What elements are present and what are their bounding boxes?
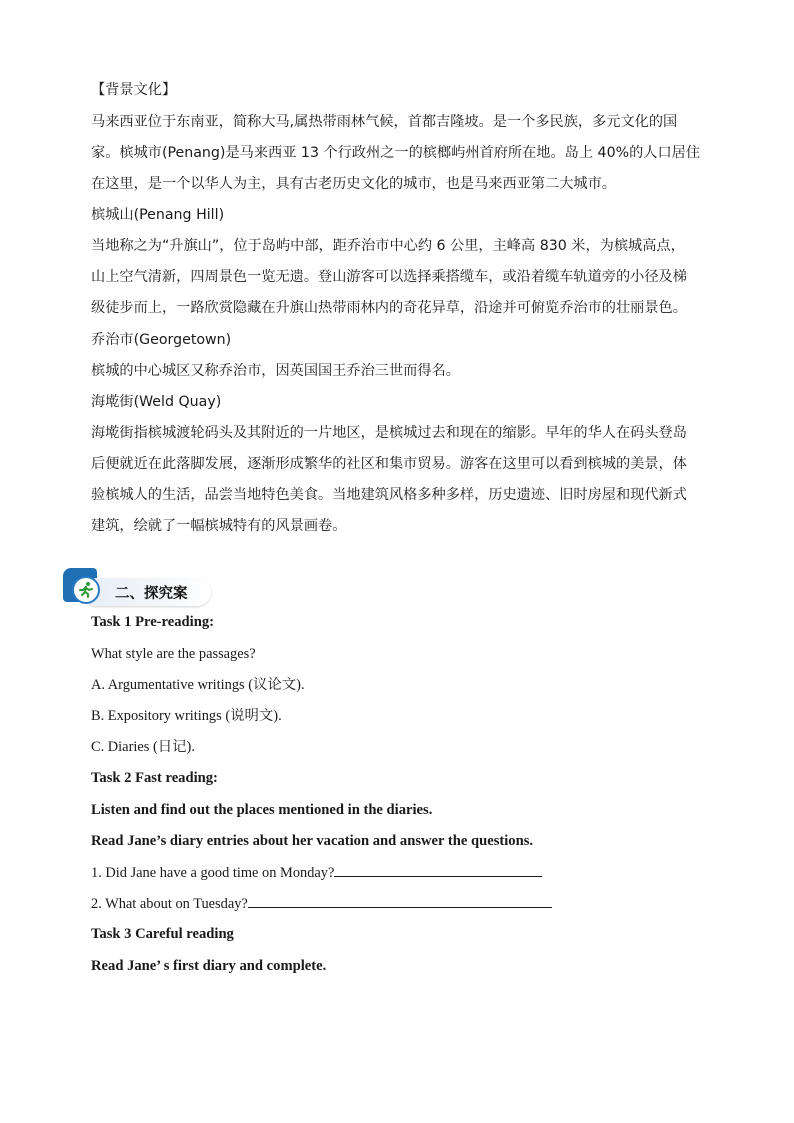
weld-quay-line-2: 后便就近在此落脚发展，逐渐形成繁华的社区和集市贸易。游客在这里可以看到槟城的美景，体 [91, 456, 687, 472]
background-line-3: 在这里，是一个以华人为主，具有古老历史文化的城市，也是马来西亚第二大城市。 [91, 176, 616, 192]
task3-instruction: Read Jane’ s first diary and complete. [91, 958, 327, 974]
option-c: C. Diaries (日记). [91, 739, 195, 755]
task2-instruction-1: Listen and find out the places mentioned in the diaries. [91, 802, 433, 818]
runner-icon [72, 576, 100, 604]
section-banner [63, 568, 223, 610]
question-1 [91, 862, 542, 883]
answer-blank-1[interactable] [334, 862, 542, 877]
task2-instruction-2: Read Jane’s diary entries about her vacation and answer the questions. [91, 833, 534, 849]
weld-quay-line-1: 海墘街指槟城渡轮码头及其附近的一片地区，是槟城过去和现在的缩影。早年的华人在码头登岛 [91, 425, 687, 441]
question-2-text: 2. What about on Tuesday? [91, 896, 248, 912]
task1-title: Task 1 Pre-reading: [91, 614, 214, 630]
penang-hill-line-1: 当地称之为“升旗山”，位于岛屿中部，距乔治市中心约 6 公里，主峰高 830 米，为槟城高点， [91, 238, 685, 254]
georgetown-title: 乔治市(Georgetown) [91, 332, 232, 348]
penang-hill-line-3: 级徒步而上，一路欣赏隐藏在升旗山热带雨林内的奇花异草，沿途并可俯览乔治市的壮丽景色。 [91, 300, 687, 316]
task1-question: What style are the passages? [91, 646, 256, 662]
weld-quay-line-3: 验槟城人的生活，品尝当地特色美食。当地建筑风格多种多样，历史遗迹、旧时房屋和现代新式 [91, 487, 687, 503]
option-b: B. Expository writings (说明文). [91, 708, 282, 724]
answer-blank-2[interactable] [248, 893, 552, 908]
background-heading: 【背景文化】 [91, 82, 177, 98]
weld-quay-line-4: 建筑，绘就了一幅槟城特有的风景画卷。 [91, 518, 347, 534]
weld-quay-title: 海墘街(Weld Quay) [91, 394, 222, 410]
question-2 [91, 893, 552, 914]
background-line-2: 家。槟城市(Penang)是马来西亚 13 个行政州之一的槟榔屿州首府所在地。岛上 40%的人口居住 [91, 145, 701, 161]
section-title: 二、探究案 [115, 586, 188, 602]
task2-title: Task 2 Fast reading: [91, 770, 218, 786]
task3-title: Task 3 Careful reading [91, 926, 234, 942]
penang-hill-title: 槟城山(Penang Hill) [91, 207, 225, 223]
option-a: A. Argumentative writings (议论文). [91, 677, 305, 693]
question-1-text: 1. Did Jane have a good time on Monday? [91, 865, 335, 881]
background-line-1: 马来西亚位于东南亚，简称大马,属热带雨林气候，首都吉隆坡。是一个多民族，多元文化的国 [91, 114, 678, 130]
penang-hill-line-2: 山上空气清新，四周景色一览无遗。登山游客可以选择乘搭缆车，或沿着缆车轨道旁的小径及梯 [91, 269, 687, 285]
georgetown-line: 槟城的中心城区又称乔治市，因英国国王乔治三世而得名。 [91, 363, 460, 379]
